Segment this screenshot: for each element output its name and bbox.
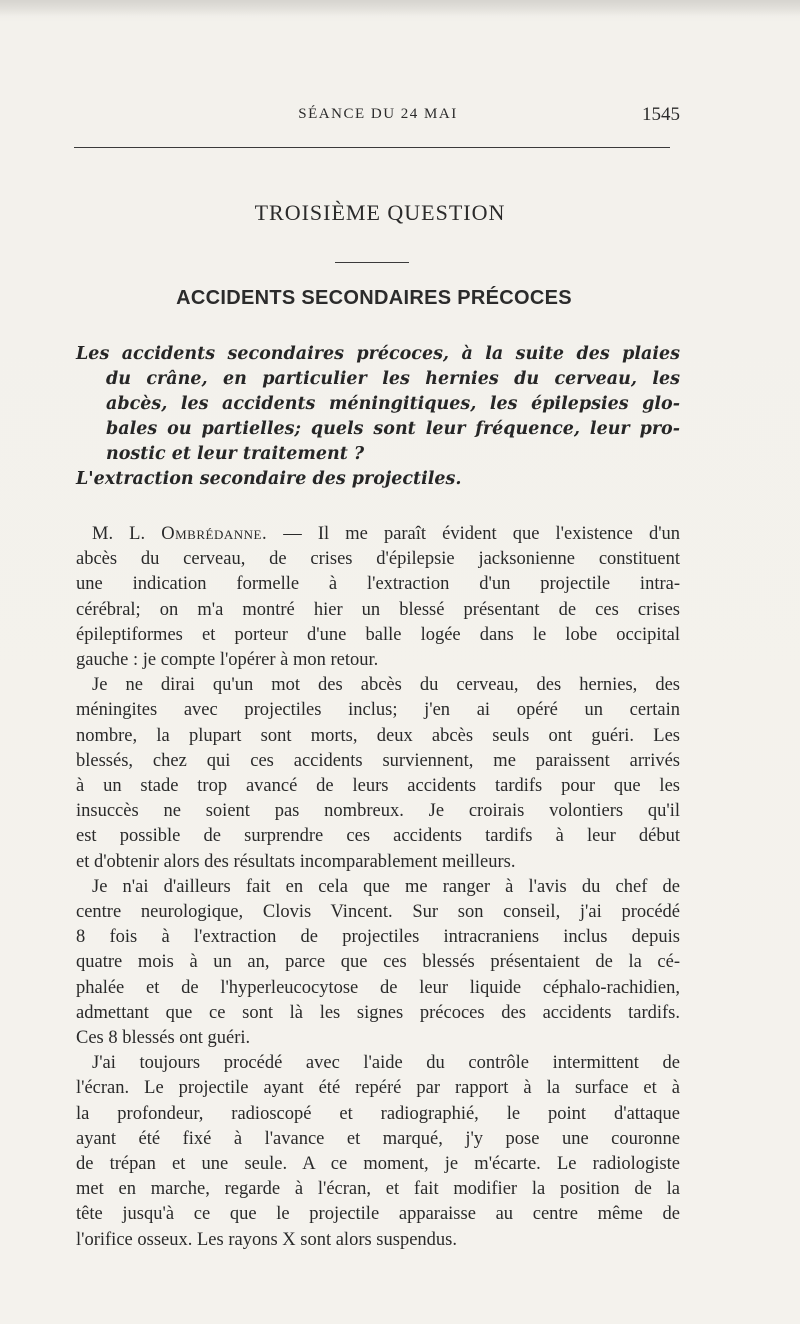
- running-head-title: SÉANCE DU 24 MAI: [298, 106, 458, 122]
- speaker-prefix: M. L.: [92, 524, 146, 544]
- text-line: admettant que ce sont là les signes précoces des accidents tardifs.: [76, 1002, 680, 1023]
- text-line: nombre, la plupart sont morts, deux abcès seuls ont guéri. Les: [76, 725, 680, 746]
- text-line: de trépan et une seule. A ce moment, je m'écarte. Le radiologiste: [76, 1154, 680, 1175]
- text-line: Ces 8 blessés ont guéri.: [76, 1028, 251, 1049]
- header-rule: [74, 147, 670, 148]
- text-line: centre neurologique, Clovis Vincent. Sur son conseil, j'ai procédé: [76, 902, 680, 923]
- text-line: l'orifice osseux. Les rayons X sont alors suspendus.: [76, 1229, 457, 1250]
- text-line: 8 fois à l'extraction de projectiles intracraniens inclus depuis: [76, 927, 680, 948]
- running-head: [74, 104, 682, 128]
- text-line: tête jusqu'à ce que le projectile apparaisse au centre même de: [76, 1204, 680, 1225]
- text-line: Je ne dirai qu'un mot des abcès du cerveau, des hernies, des: [92, 675, 680, 696]
- text-line: J'ai toujours procédé avec l'aide du contrôle intermittent de: [92, 1053, 680, 1074]
- text-line: Je n'ai d'ailleurs fait en cela que me ranger à l'avis du chef de: [92, 876, 680, 897]
- paragraph-text: — Il me paraît évident que l'existence d'un: [283, 524, 681, 544]
- text-line: gauche : je compte l'opérer à mon retour.: [76, 650, 379, 671]
- text-line: blessés, chez qui ces accidents surviennent, me paraissent arrivés: [76, 750, 680, 771]
- page-number: 1545: [642, 104, 680, 125]
- scan-edge-shadow: [0, 0, 800, 16]
- question-second: L'extraction secondaire des projectiles.: [76, 469, 462, 489]
- text-line: abcès du cerveau, de crises d'épilepsie jacksonienne constituent: [76, 549, 680, 570]
- text-line: insuccès ne soient pas nombreux. Je croirais volontiers qu'il: [76, 801, 680, 822]
- text-line: la profondeur, radioscopé et radiographié, le point d'attaque: [76, 1103, 680, 1124]
- question-line: nostic et leur traitement ?: [106, 444, 365, 464]
- text-line: est possible de surprendre ces accidents tardifs à leur début: [76, 826, 680, 847]
- text-line: quatre mois à un an, parce que ces blessés présentaient de la cé-: [76, 952, 680, 973]
- text-line: met en marche, regarde à l'écran, et fait modifier la position de la: [76, 1179, 680, 1200]
- body-text: [76, 522, 680, 1253]
- question-block: [76, 342, 680, 492]
- question-line: du crâne, en particulier les hernies du cerveau, les: [106, 369, 680, 389]
- speaker-name: Ombrédanne.: [161, 524, 268, 544]
- subject-title: ACCIDENTS SECONDAIRES PRÉCOCES: [176, 287, 572, 309]
- title-separator-rule: [335, 262, 409, 263]
- text-line: cérébral; on m'a montré hier un blessé présentant de ces crises: [76, 599, 680, 620]
- text-line: une indication formelle à l'extraction d'un projectile intra-: [76, 574, 680, 595]
- question-line: bales ou partielles; quels sont leur fréquence, leur pro-: [106, 419, 680, 439]
- text-line: l'écran. Le projectile ayant été repéré par rapport à la surface et à: [76, 1078, 680, 1099]
- text-line: phalée et de l'hyperleucocytose de leur liquide céphalo-rachidien,: [76, 977, 680, 998]
- section-title: TROISIÈME QUESTION: [254, 200, 506, 225]
- text-line: épileptiformes et porteur d'une balle logée dans le lobe occipital: [76, 624, 680, 645]
- text-line: et d'obtenir alors des résultats incomparablement meilleurs.: [76, 851, 516, 872]
- paragraph-first-line: [76, 522, 680, 547]
- text-line: à un stade trop avancé de leurs accidents tardifs pour que les: [76, 776, 680, 797]
- question-line: abcès, les accidents méningitiques, les épilepsies glo-: [106, 394, 680, 414]
- question-line: Les accidents secondaires précoces, à la suite des plaies: [76, 344, 680, 364]
- text-line: ayant été fixé à l'avance et marqué, j'y pose une couronne: [76, 1128, 680, 1149]
- text-line: méningites avec projectiles inclus; j'en ai opéré un certain: [76, 700, 680, 721]
